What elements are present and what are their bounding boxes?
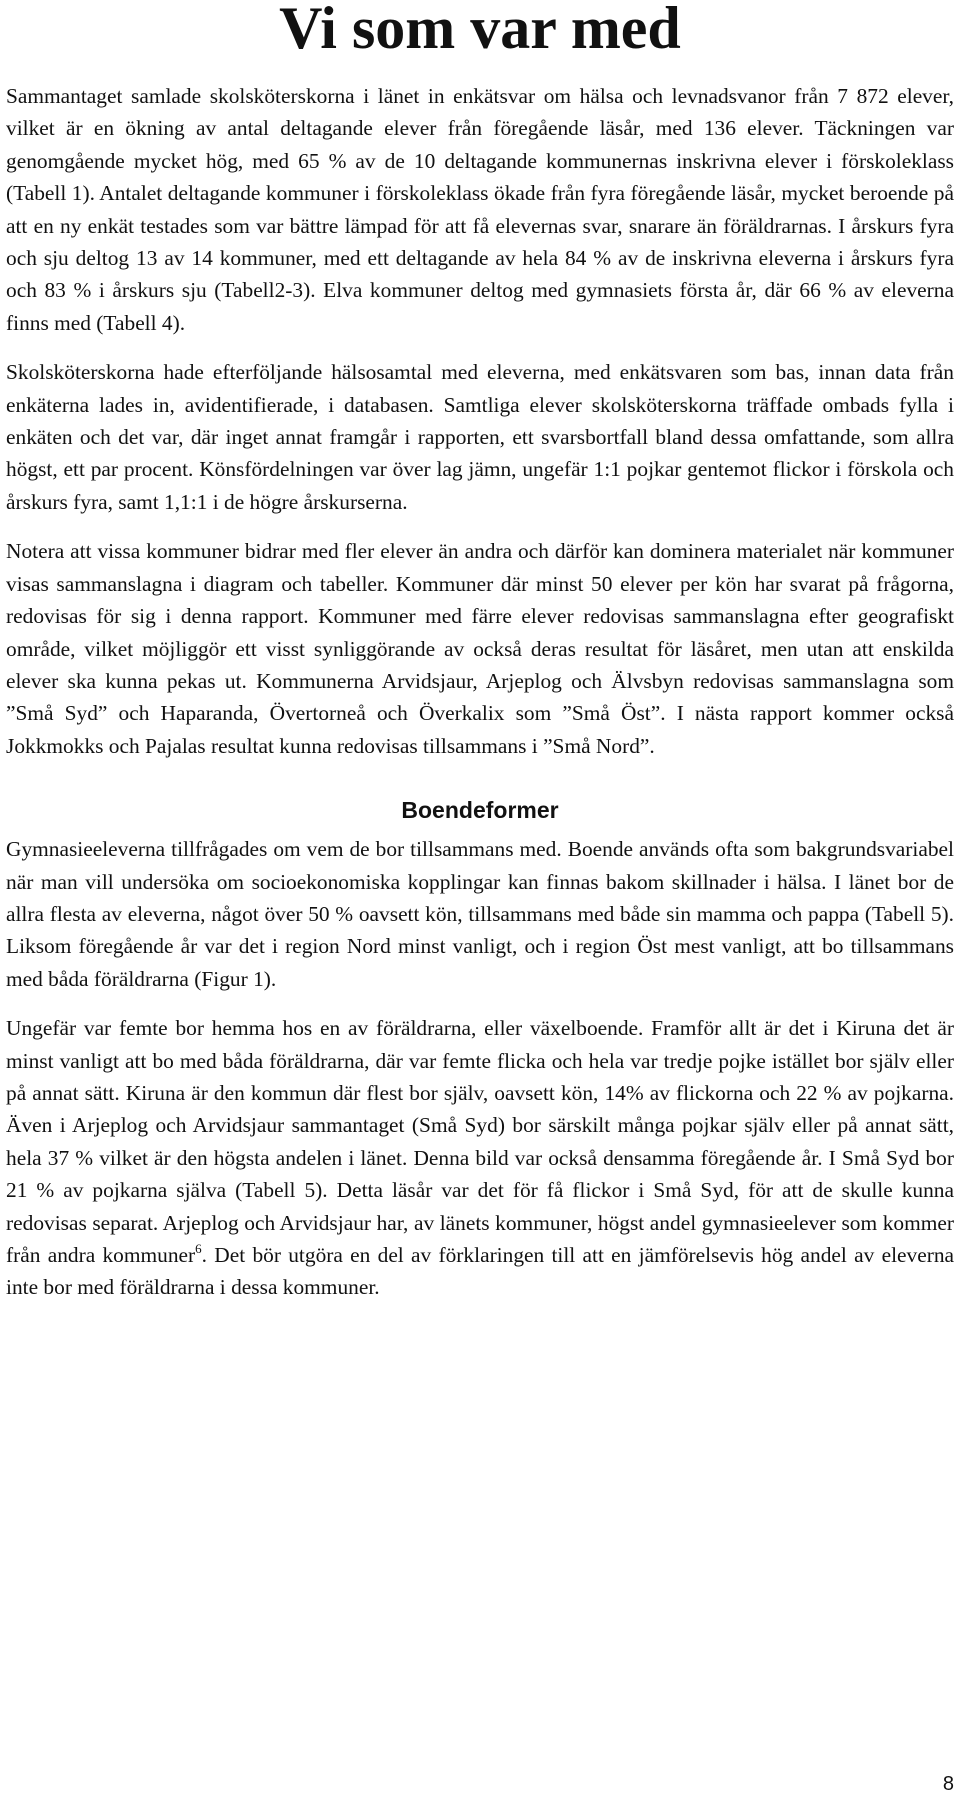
page-title: Vi som var med xyxy=(279,0,681,61)
paragraph-living-arrangements: Gymnasieeleverna tillfrågades om vem de bor tillsammans med. Boende används ofta som bakgrundsvariabel när man vill undersöka om socioekonomiska kopplingar kan finnas bakom skillnader i hälsa. I länet bor de allra flesta av eleverna, något över 50 % oavsett kön, tillsammans med både sin mamma och pappa (Tabell 5). Liksom föregående år var det i region Nord minst vanligt, och i region Öst mest vanligt, att bo tillsammans med båda föräldrarna (Figur 1). xyxy=(6,837,954,991)
document-page xyxy=(6,0,954,1304)
paragraph-living-alone xyxy=(6,1012,954,1304)
paragraph-text-part-1: Ungefär var femte bor hemma hos en av föräldrarna, eller växelboende. Framför allt är det i Kiruna det är minst vanligt att bo med båda föräldrarna, där var femte flicka och hela var tredje pojke istället bor själv eller på annat sätt. Kiruna är den kommun där flest bor själv, oavsett kön, 14% av flickorna och 22 % av pojkarna. Även i Arjeplog och Arvidsjaur sammantaget (Små Syd) bor särskilt många pojkar själv eller på annat sätt, hela 37 % vilket är den högsta andelen i länet. Denna bild var också densamma föregående år. I Små Syd bor 21 % av pojkarna själva (Tabell 5). Detta läsår var det för få flickor i Små Syd, för att de skulle kunna redovisas separat. Arjeplog och Arvidsjaur har, av länets kommuner, högst andel gymnasieelever som kommer från andra kommuner xyxy=(6,1016,954,1267)
page-number: 8 xyxy=(942,1773,954,1795)
footnote-marker[interactable]: 6 xyxy=(195,1241,202,1256)
section-heading-boendeformer: Boendeformer xyxy=(401,797,559,824)
paragraph-health-talks: Skolsköterskorna hade efterföljande hälsosamtal med eleverna, med enkätsvaren som bas, innan data från enkäterna lades in, avidentifierade, i databasen. Samtliga elever skolsköterskorna träffade ombads fylla i enkäten och det var, där inget annat framgår i rapporten, ett svarsbortfall bland dessa omfattande, som allra högst, ett par procent. Könsfördelningen var över lag jämn, ungefär 1:1 pojkar gentemot flickor i förskola och årskurs fyra, samt 1,1:1 i de högre årskurserna. xyxy=(6,360,954,514)
paragraph-municipalities-note: Notera att vissa kommuner bidrar med fler elever än andra och därför kan dominera materialet när kommuner visas sammanslagna i diagram och tabeller. Kommuner där minst 50 elever per kön har svarat på frågorna, redovisas för sig i denna rapport. Kommuner med färre elever redovisas sammanslagna efter geografiskt område, vilket möjliggör ett visst synliggörande av också deras resultat för läsåret, men utan att enskilda elever ska kunna pekas ut. Kommunerna Arvidsjaur, Arjeplog och Älvsbyn redovisas sammanslagna som ”Små Syd” och Haparanda, Övertorneå och Överkalix som ”Små Öst”. I nästa rapport kommer också Jokkmokks och Pajalas resultat kunna redovisas tillsammans i ”Små Nord”. xyxy=(6,539,954,758)
paragraph-participation: Sammantaget samlade skolsköterskorna i länet in enkätsvar om hälsa och levnadsvanor från 7 872 elever, vilket är en ökning av antal deltagande elever från föregående läsår, med 136 elever. Täckningen var genomgående mycket hög, med 65 % av de 10 deltagande kommunernas inskrivna elever i förskoleklass (Tabell 1). Antalet deltagande kommuner i förskoleklass ökade från fyra föregående läsår, mycket beroende på att en ny enkät testades som var bättre lämpad för att få elevernas svar, snarare än föräldrarnas. I årskurs fyra och sju deltog 13 av 14 kommuner, med ett deltagande av hela 84 % av de inskrivna eleverna i årskurs fyra och 83 % i årskurs sju (Tabell2-3). Elva kommuner deltog med gymnasiets första år, där 66 % av eleverna finns med (Tabell 4). xyxy=(6,84,954,335)
paragraph-text-part-2: . Det bör utgöra en del av förklaringen till att en jämförelsevis hög andel av eleverna inte bor med föräldrarna i dessa kommuner. xyxy=(6,1243,955,1300)
